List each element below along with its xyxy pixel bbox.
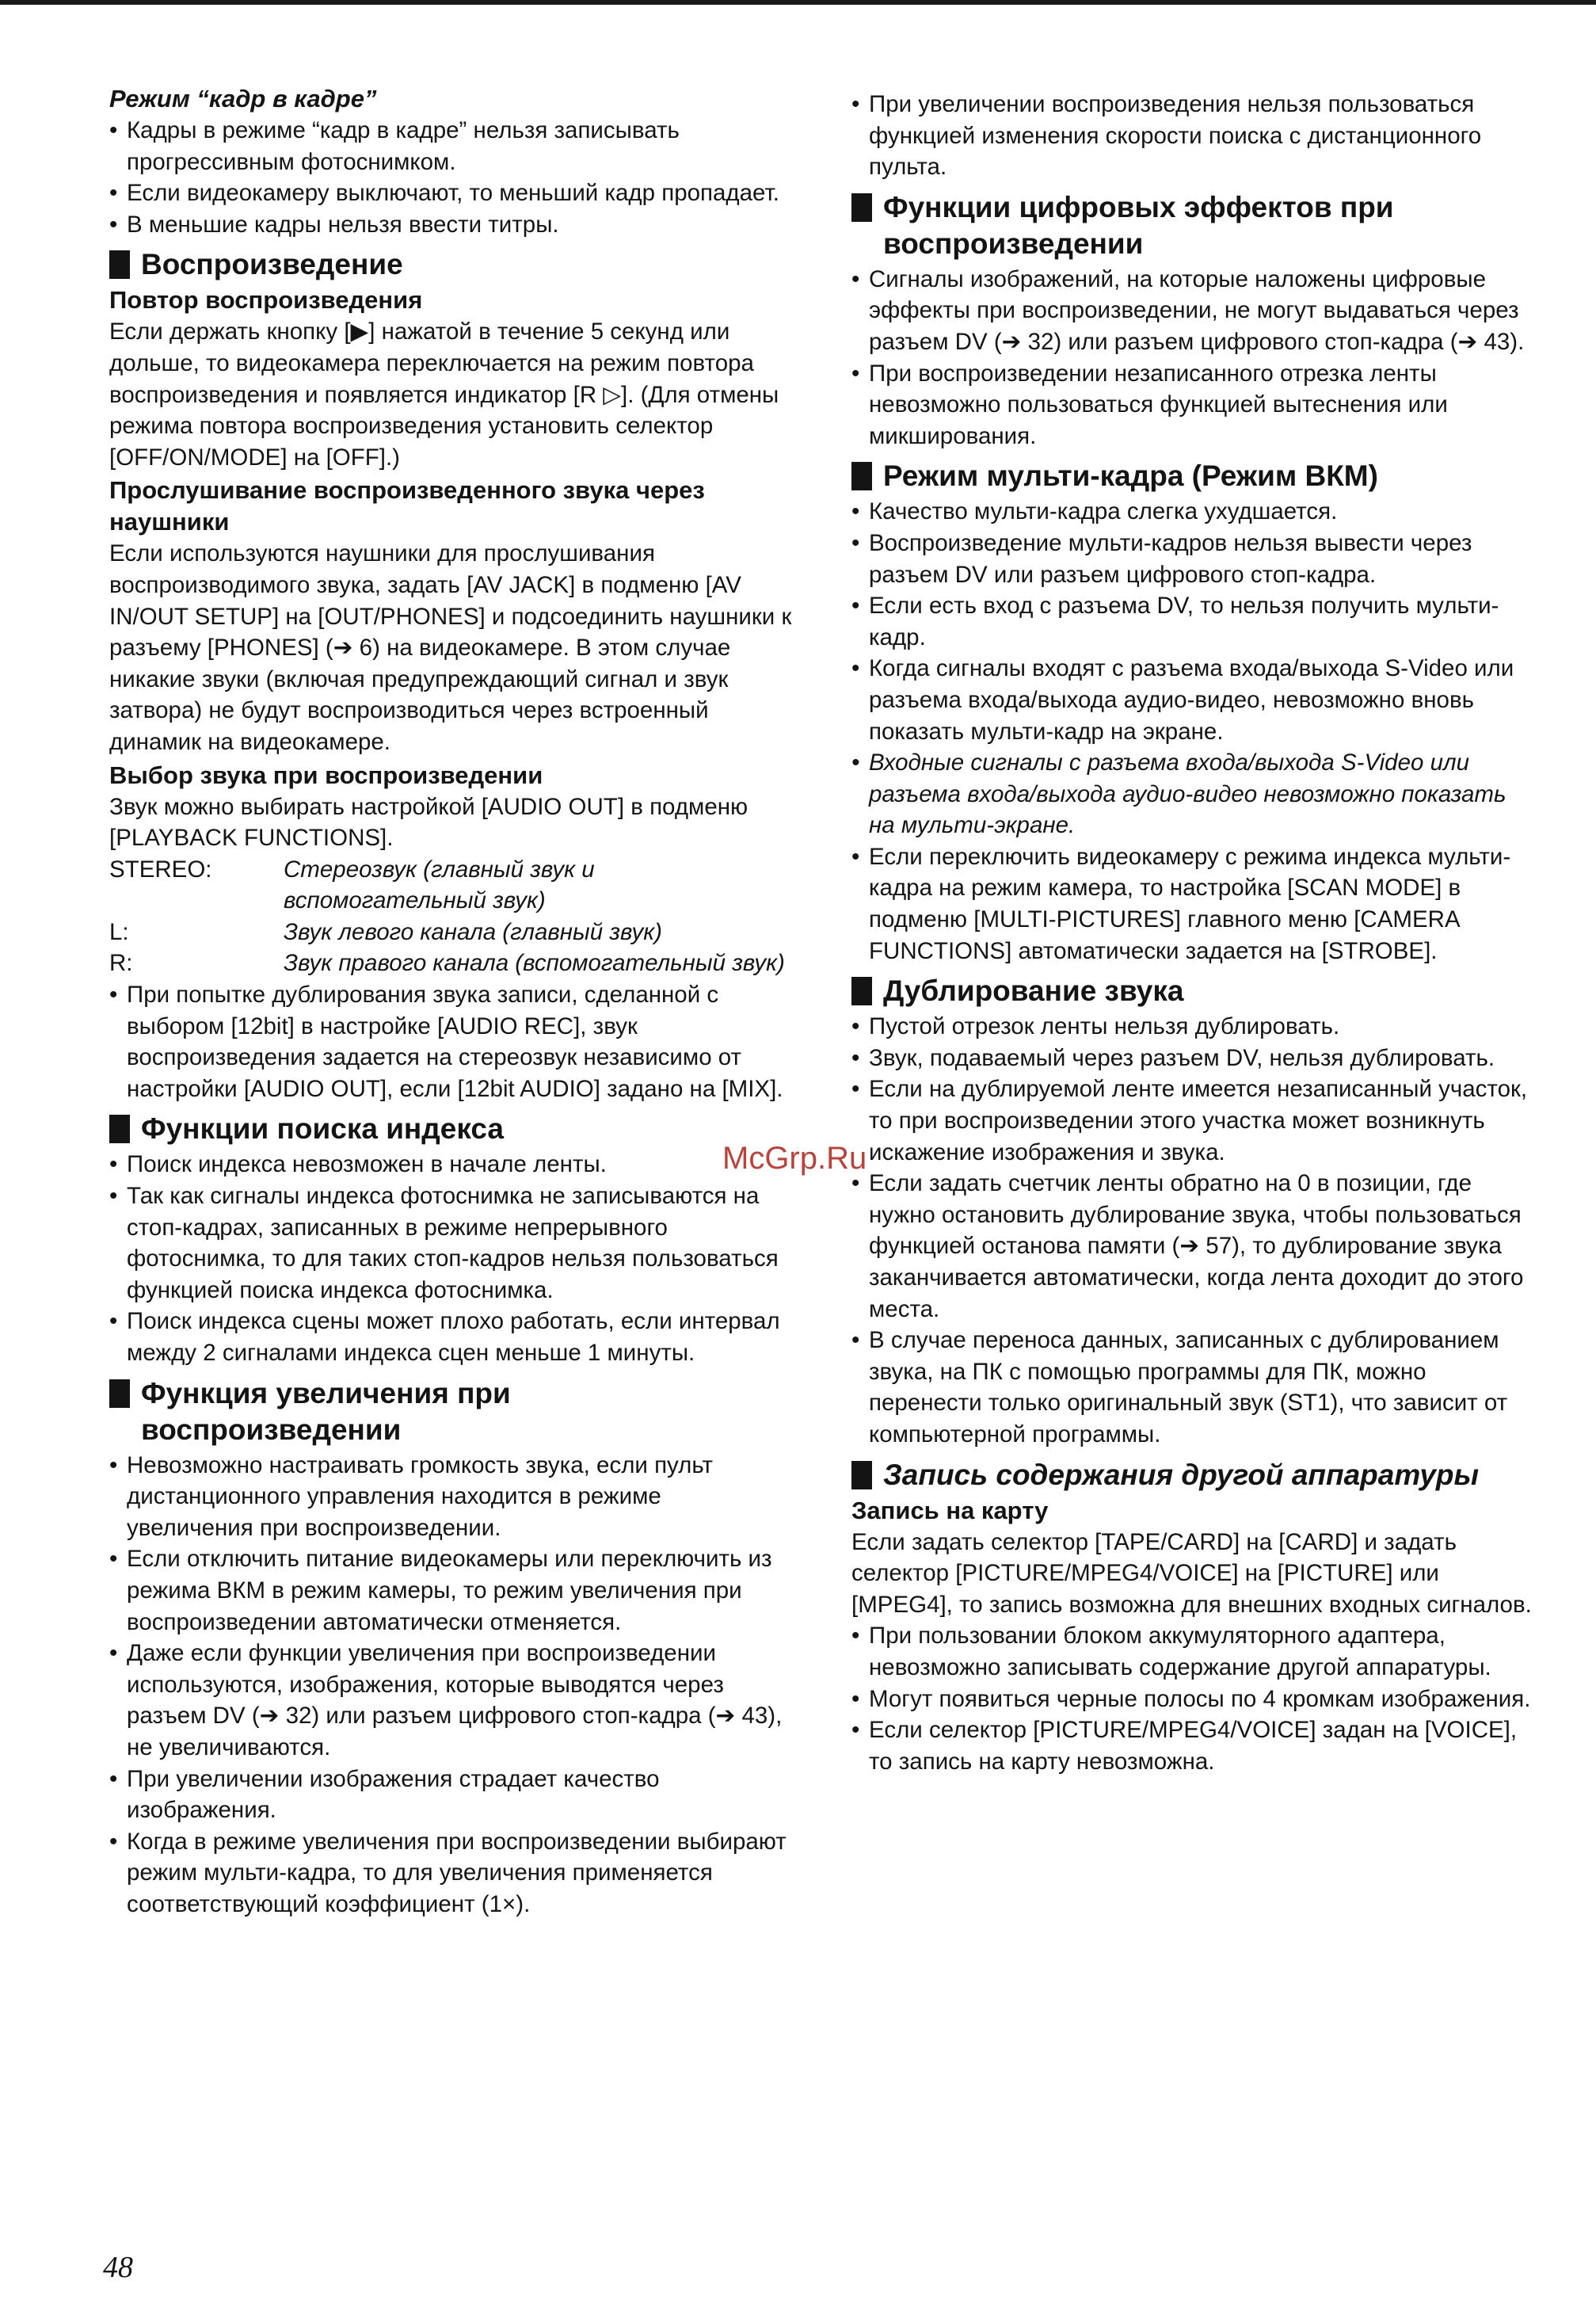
sound-select-text: Звук можно выбирать настройкой [AUDIO OUT] в подменю [PLAYBACK FUNCTIONS].: [109, 793, 748, 852]
digital-bullet: • При воспроизведении незаписанного отрезка ленты невозможно пользоваться функцией вытеснения или микширования.: [851, 358, 1534, 452]
pip-bullet: • В меньшие кадры нельзя ввести титры.: [109, 209, 792, 241]
section-heading-text: воспроизведении: [883, 227, 1144, 260]
heading-square-marker: [109, 1379, 130, 1408]
top-border-line: [0, 0, 1596, 5]
def-desc: Стереозвук (главный звук и вспомогательный звук): [284, 856, 595, 914]
section-heading-playback: [109, 246, 792, 283]
zoom-bullet: • Невозможно настраивать громкость звука, если пульт дистанционного управления находится в режиме увеличения при воспроизведении.: [109, 1450, 792, 1544]
multi-bullet: • Качество мульти-кадра слегка ухудшается.: [851, 496, 1534, 528]
def-term: L:: [109, 918, 129, 945]
card-bullet: • При пользовании блоком аккумуляторного адаптера, невозможно записывать содержание другой аппаратуры.: [851, 1620, 1534, 1683]
section-heading-digital-effects: [851, 189, 1534, 262]
multi-bullet: • Если переключить видеокамеру с режима индекса мульти-кадра на режим камера, то настройка [SCAN MODE] в подменю [MULTI-PICTURES] главного меню [CAMERA FUNCTIONS] автоматически задается на [STROBE].: [851, 841, 1534, 967]
dub-bullet: • Звук, подаваемый через разъем DV, нельзя дублировать.: [851, 1043, 1534, 1074]
card-recording-text: Если задать селектор [TAPE/CARD] на [CARD] и задать селектор [PICTURE/MPEG4/VOICE] на [PICTURE] или [MPEG4], то запись возможна для внешних входных сигналов.: [851, 1528, 1532, 1618]
def-term: R:: [109, 950, 133, 977]
section-heading-multi-picture: [851, 458, 1534, 494]
card-bullet: • Могут появиться черные полосы по 4 кромкам изображения.: [851, 1684, 1534, 1715]
multi-bullet: • Воспроизведение мульти-кадров нельзя вывести через разъем DV или разъем цифрового стоп-кадра.: [851, 528, 1534, 590]
zoom-bullet: • При увеличении изображения страдает качество изображения.: [109, 1764, 792, 1826]
dub-bullet: • Если на дублируемой ленте имеется незаписанный участок, то при воспроизведении этого участка может возникнуть искажение изображения и звука.: [851, 1074, 1534, 1168]
section-heading-text: Функции цифровых эффектов при: [883, 190, 1394, 223]
zoom-bullet: • Если отключить питание видеокамеры или переключить из режима ВКМ в режим камеры, то режим увеличения при воспроизведении автоматически отменяется.: [109, 1543, 792, 1638]
pip-bullet: • Если видеокамеру выключают, то меньший кадр пропадает.: [109, 177, 792, 209]
section-heading-text: воспроизведении: [141, 1413, 402, 1446]
card-bullet: • Если селектор [PICTURE/MPEG4/VOICE] задан на [VOICE], то запись на карту невозможна.: [851, 1714, 1534, 1777]
zoom-bullet: • Когда в режиме увеличения при воспроизведении выбирают режим мульти-кадра, то для увеличения применяется соответствующий коэффициент (1×).: [109, 1826, 792, 1920]
repeat-playback-text: Если держать кнопку [▶] нажатой в течение 5 секунд или дольше, то видеокамера переключается на режим повтора воспроизведения и появляется индикатор [R ▷]. (Для отмены режима повтора воспроизведения установить селектор [OFF/ON/MODE] на [OFF].): [109, 318, 779, 471]
sound-select-bullet: • При попытке дублирования звука записи, сделанной с выбором [12bit] в настройке [AUDIO REC], звук воспроизведения задается на стереозвук независимо от настройки [AUDIO OUT], если [12bit AUDIO] задано на [MIX].: [109, 979, 792, 1104]
zoom-remote-bullet: • При увеличении воспроизведения нельзя пользоваться функцией изменения скорости поиска с дистанционного пульта.: [851, 89, 1534, 183]
section-heading-audio-dubbing: [851, 973, 1534, 1009]
right-column: [851, 89, 1534, 1777]
multi-bullet: • Когда сигналы входят с разъема входа/выхода S-Video или разъема входа/выхода аудио-видео, невозможно вновь показать мульти-кадр на экране.: [851, 653, 1534, 747]
section-heading-text: Функция увеличения при: [141, 1376, 511, 1409]
digital-bullet: • Сигналы изображений, на которые наложены цифровые эффекты при воспроизведении, не могут выдаваться через разъем DV (➔ 32) или разъем цифрового стоп-кадра (➔ 43).: [851, 264, 1534, 358]
multi-bullet: • Если есть вход с разъема DV, то нельзя получить мульти-кадр.: [851, 590, 1534, 653]
heading-square-marker: [851, 1461, 872, 1489]
section-heading-index-search: [109, 1111, 792, 1147]
watermark: McGrp.Ru: [722, 1141, 867, 1176]
pip-bullet: • Кадры в режиме “кадр в кадре” нельзя записывать прогрессивным фотоснимком.: [109, 115, 792, 177]
index-bullet: • Поиск индекса невозможен в начале ленты.: [109, 1149, 792, 1180]
card-recording-title: Запись на карту: [851, 1496, 1049, 1524]
section-heading-text: Режим мульти-кадра (Режим ВКМ): [883, 460, 1378, 493]
section-heading-text: Функции поиска индекса: [141, 1112, 504, 1146]
headphones-title: Прослушивание воспроизведенного звука через наушники: [109, 476, 705, 536]
dub-bullet: • В случае переноса данных, записанных с дублированием звука, на ПК с помощью программы для ПК, можно перенести только оригинальный звук (ST1), что зависит от компьютерной программы.: [851, 1325, 1534, 1450]
headphones-text: Если используются наушники для прослушивания воспроизводимого звука, задать [AV JACK] в подменю [AV IN/OUT SETUP] на [OUT/PHONES] и подсоединить наушники к разъему [PHONES] (➔ 6) на видеокамере. В этом случае никакие звуки (включая предупреждающий сигнал и звук затвора) не будут воспроизводиться через встроенный динамик на видеокамере.: [109, 540, 792, 755]
index-bullet: • Поиск индекса сцены может плохо работать, если интервал между 2 сигналами индекса сцен меньше 1 минуты.: [109, 1306, 792, 1368]
page-number: 48: [103, 2251, 133, 2284]
dub-bullet: • Если задать счетчик ленты обратно на 0 в позиции, где нужно остановить дублирование звука, чтобы пользоваться функцией останова памяти (➔ 57), то дублирование звука заканчивается автоматически, когда лента доходит до этого места.: [851, 1168, 1534, 1325]
heading-square-marker: [851, 193, 872, 222]
index-bullet: • Так как сигналы индекса фотоснимка не записываются на стоп-кадрах, записанных в режиме непрерывного фотоснимка, то для таких стоп-кадров нельзя пользоваться функцией поиска индекса фотоснимка.: [109, 1180, 792, 1306]
zoom-bullet: • Даже если функции увеличения при воспроизведении используются, изображения, которые выводятся через разъем DV (➔ 32) или разъем цифрового стоп-кадра (➔ 43), не увеличиваются.: [109, 1638, 792, 1763]
heading-square-marker: [851, 977, 872, 1005]
section-heading-text: Дублирование звука: [883, 974, 1184, 1008]
sound-select-title: Выбор звука при воспроизведении: [109, 761, 543, 789]
def-desc: Звук правого канала (вспомогательный звук): [284, 950, 785, 977]
multi-bullet: • Входные сигналы с разъема входа/выхода S-Video или разъема входа/выхода аудио-видео невозможно показать на мульти-экране.: [851, 747, 1534, 841]
dub-bullet: • Пустой отрезок ленты нельзя дублировать.: [851, 1011, 1534, 1043]
repeat-playback-title: Повтор воспроизведения: [109, 286, 423, 315]
audio-out-definitions: [109, 854, 792, 979]
section-heading-playback-zoom: [109, 1375, 792, 1448]
pip-title: Режим “кадр в кадре”: [109, 85, 377, 113]
def-term: STEREO:: [109, 856, 212, 883]
heading-square-marker: [109, 1115, 130, 1143]
section-heading-text: Воспроизведение: [141, 248, 403, 281]
section-heading-text: Запись содержания другой аппаратуры: [883, 1458, 1480, 1491]
heading-square-marker: [851, 462, 872, 490]
left-column: [109, 82, 792, 1920]
def-desc: Звук левого канала (главный звук): [284, 918, 662, 945]
section-heading-external-recording: [851, 1457, 1534, 1493]
heading-square-marker: [109, 250, 130, 279]
